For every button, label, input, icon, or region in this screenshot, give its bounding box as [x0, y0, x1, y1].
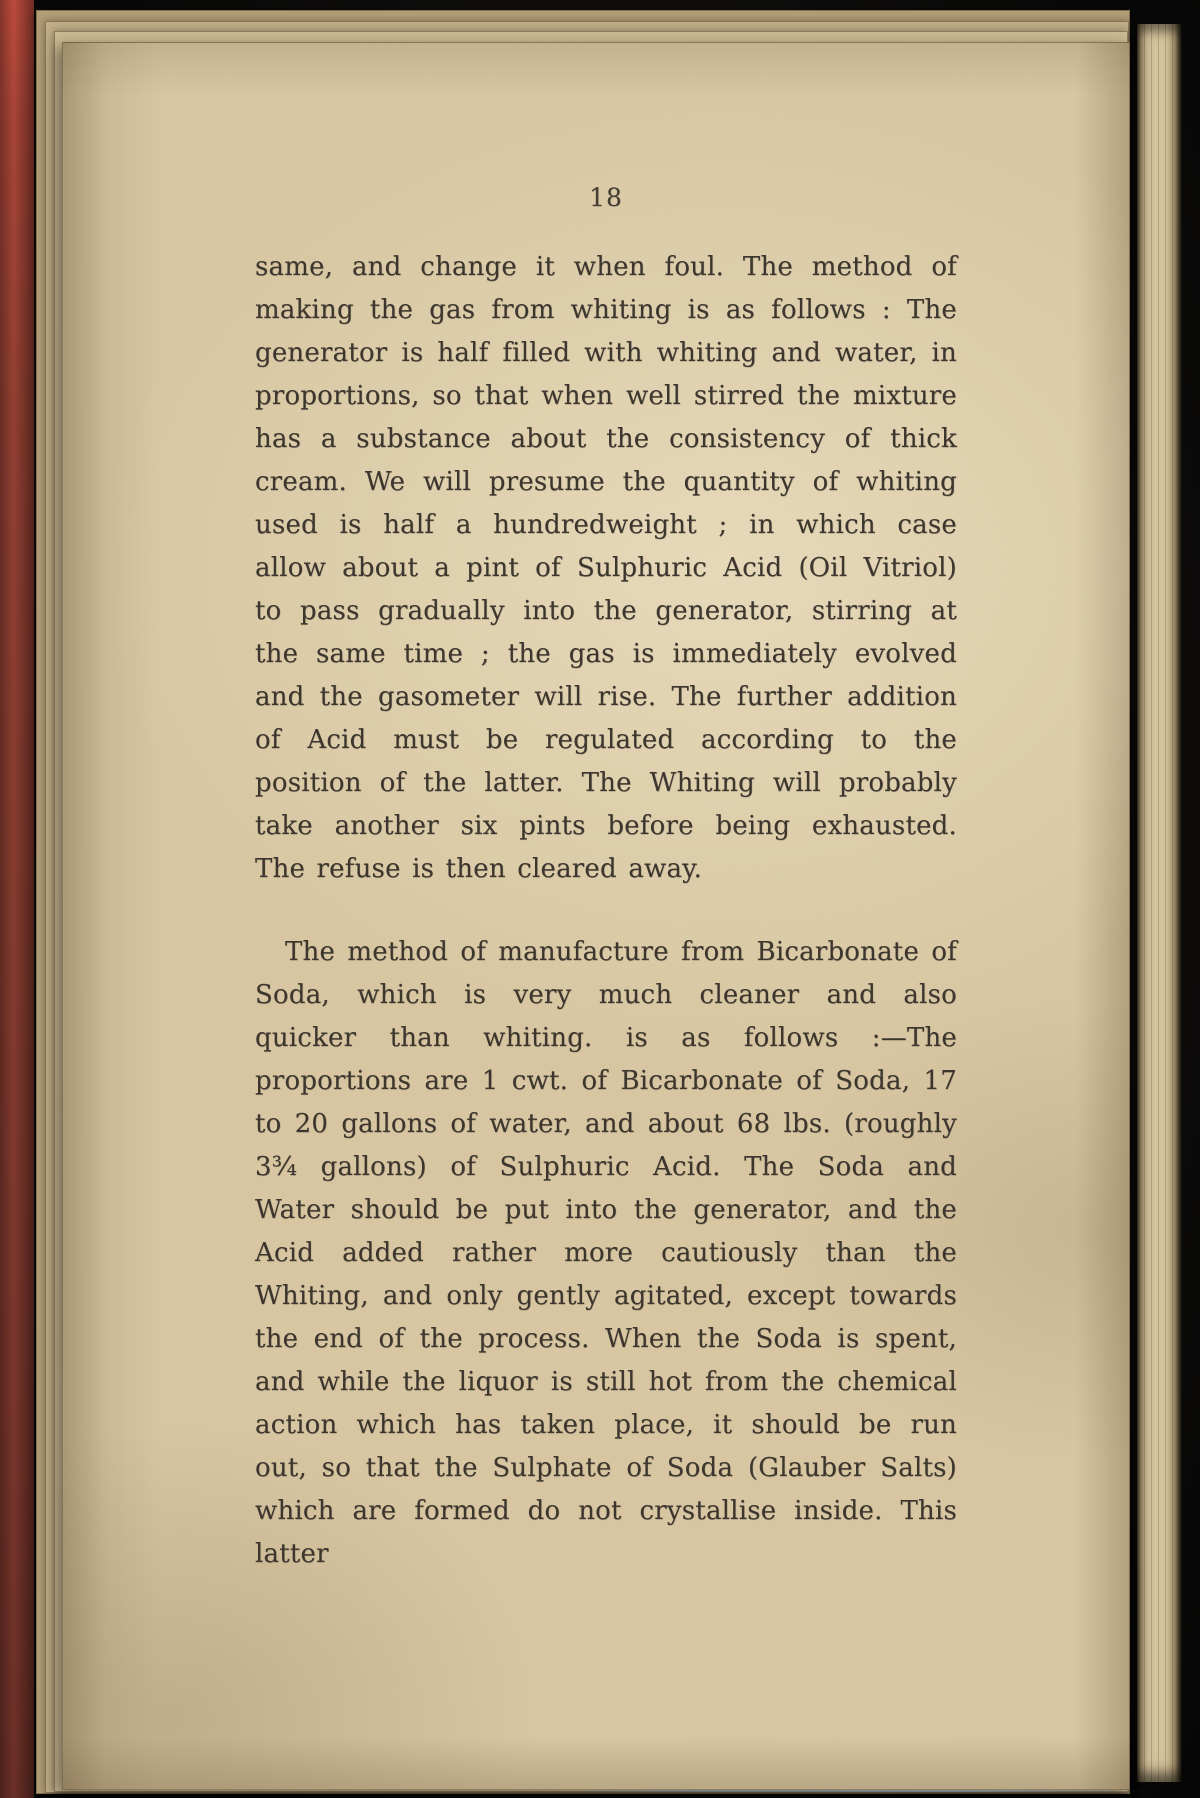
body-paragraph: The method of manufacture from Bicarbonate of Soda, which is very much cleaner and also quicker than whiting. is as follows :—The proportions are 1 cwt. of Bicarbonate of Soda, 17 to 20 gallons of water, and about 68 lbs. (roughly 3¾ gallons) of Sulphuric Acid. The Soda and Water should be put into the generator, and the Acid added rather more cautiously than the Whiting, and only gently agitated, except towards the end of the process. When the Soda is spent, and while the liquor is still hot from the chemical action which has taken place, it should be run out, so that the Sulphate of Soda (Glauber Salts) which are formed do not crystallise inside. This latter: [255, 937, 957, 1569]
body-paragraph: same, and change it when foul. The method of making the gas from whiting is as follows : The generator is half filled with whiting and water, in proportions, so that when well stirred the mixture has a substance about the consistency of thick cream. We will presume the quantity of whiting used is half a hundredweight ; in which case allow about a pint of Sulphuric Acid (Oil Vitriol) to pass gradually into the generator, stirring at the same time ; the gas is immediately evolved and the gasometer will rise. The further addition of Acid must be regulated according to the position of the latter. The Whiting will probably take another six pints before being exhausted. The refuse is then cleared away.: [255, 252, 957, 884]
fore-edge-pages: [1137, 24, 1182, 1782]
book-cover-spine: [0, 0, 34, 1798]
page-number: 18: [589, 183, 623, 212]
page-content: [255, 183, 957, 1576]
scan-artifact-line: [560, 1790, 1145, 1792]
book-page: [62, 42, 1130, 1790]
